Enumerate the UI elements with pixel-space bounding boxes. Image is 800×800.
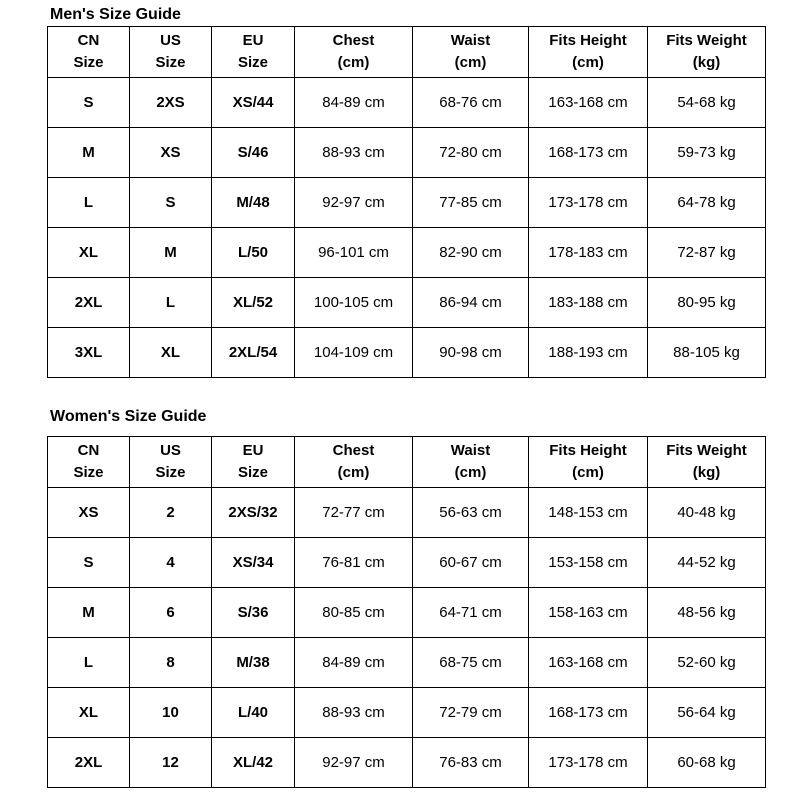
table-row (48, 738, 766, 788)
cell-eu-size: 2XL/54 (212, 328, 295, 378)
cell-cn-size: 2XL (48, 278, 130, 328)
column-header-eu-size (212, 437, 295, 488)
cell-cn-size: S (48, 78, 130, 128)
column-header-line: CN (77, 32, 100, 49)
cell-chest: 80-85 cm (295, 588, 413, 638)
column-header-line: Fits Weight (666, 32, 747, 49)
cell-cn-size: XS (48, 488, 130, 538)
column-header-us-size (130, 437, 212, 488)
cell-eu-size: XL/52 (212, 278, 295, 328)
cell-waist: 68-75 cm (413, 638, 529, 688)
cell-fits-height: 148-153 cm (529, 488, 648, 538)
cell-us-size: 6 (130, 588, 212, 638)
column-header-chest (295, 27, 413, 78)
cell-eu-size: S/46 (212, 128, 295, 178)
mens-size-guide-title: Men's Size Guide (50, 6, 181, 23)
table-row (48, 178, 766, 228)
cell-fits-height: 188-193 cm (529, 328, 648, 378)
cell-chest: 100-105 cm (295, 278, 413, 328)
column-header-line: Fits Height (549, 32, 627, 49)
cell-fits-weight: 72-87 kg (648, 228, 766, 278)
cell-waist: 90-98 cm (413, 328, 529, 378)
cell-waist: 86-94 cm (413, 278, 529, 328)
cell-fits-weight: 56-64 kg (648, 688, 766, 738)
cell-us-size: 2 (130, 488, 212, 538)
cell-eu-size: L/50 (212, 228, 295, 278)
column-header-waist (413, 27, 529, 78)
table-row (48, 278, 766, 328)
cell-chest: 104-109 cm (295, 328, 413, 378)
cell-waist: 77-85 cm (413, 178, 529, 228)
cell-fits-weight: 88-105 kg (648, 328, 766, 378)
cell-chest: 88-93 cm (295, 128, 413, 178)
column-header-line: Size (155, 464, 186, 481)
cell-us-size: 4 (130, 538, 212, 588)
cell-waist: 72-80 cm (413, 128, 529, 178)
cell-fits-height: 173-178 cm (529, 178, 648, 228)
column-header-line: (cm) (572, 464, 604, 481)
cell-fits-height: 178-183 cm (529, 228, 648, 278)
table-row (48, 228, 766, 278)
cell-waist: 76-83 cm (413, 738, 529, 788)
mens-size-table (47, 26, 766, 378)
cell-chest: 84-89 cm (295, 78, 413, 128)
column-header-cn-size (48, 437, 130, 488)
column-header-line: EU (242, 32, 264, 49)
column-header-line: EU (242, 442, 264, 459)
cell-fits-height: 153-158 cm (529, 538, 648, 588)
cell-chest: 88-93 cm (295, 688, 413, 738)
table-row (48, 538, 766, 588)
cell-cn-size: 2XL (48, 738, 130, 788)
table-row (48, 638, 766, 688)
column-header-line: Chest (332, 32, 375, 49)
column-header-chest (295, 437, 413, 488)
column-header-line: Fits Height (549, 442, 627, 459)
cell-fits-height: 163-168 cm (529, 638, 648, 688)
cell-fits-weight: 54-68 kg (648, 78, 766, 128)
cell-eu-size: M/38 (212, 638, 295, 688)
column-header-cn-size (48, 27, 130, 78)
column-header-line: Waist (450, 32, 491, 49)
table-row (48, 588, 766, 638)
column-header-line: (cm) (337, 54, 370, 71)
column-header-line: US (160, 32, 181, 49)
cell-fits-weight: 48-56 kg (648, 588, 766, 638)
column-header-line: Size (73, 464, 104, 481)
cell-waist: 72-79 cm (413, 688, 529, 738)
column-header-line: (cm) (454, 464, 487, 481)
table-header-row (48, 437, 766, 488)
cell-eu-size: 2XS/32 (212, 488, 295, 538)
cell-us-size: XS (130, 128, 212, 178)
womens-size-table (47, 436, 766, 788)
cell-fits-weight: 60-68 kg (648, 738, 766, 788)
cell-eu-size: S/36 (212, 588, 295, 638)
cell-eu-size: M/48 (212, 178, 295, 228)
cell-eu-size: XS/44 (212, 78, 295, 128)
cell-waist: 60-67 cm (413, 538, 529, 588)
cell-chest: 72-77 cm (295, 488, 413, 538)
column-header-eu-size (212, 27, 295, 78)
column-header-line: Chest (332, 442, 375, 459)
cell-fits-height: 183-188 cm (529, 278, 648, 328)
cell-us-size: L (130, 278, 212, 328)
cell-fits-weight: 52-60 kg (648, 638, 766, 688)
column-header-line: Size (155, 54, 186, 71)
column-header-line: (kg) (692, 464, 721, 481)
column-header-line: Waist (450, 442, 491, 459)
column-header-line: (cm) (572, 54, 604, 71)
womens-size-guide-title: Women's Size Guide (50, 408, 207, 425)
cell-chest: 96-101 cm (295, 228, 413, 278)
cell-fits-height: 163-168 cm (529, 78, 648, 128)
cell-fits-height: 173-178 cm (529, 738, 648, 788)
column-header-us-size (130, 27, 212, 78)
cell-fits-weight: 64-78 kg (648, 178, 766, 228)
cell-us-size: 12 (130, 738, 212, 788)
cell-cn-size: L (48, 638, 130, 688)
cell-waist: 56-63 cm (413, 488, 529, 538)
cell-fits-weight: 40-48 kg (648, 488, 766, 538)
cell-cn-size: L (48, 178, 130, 228)
cell-chest: 76-81 cm (295, 538, 413, 588)
cell-us-size: S (130, 178, 212, 228)
column-header-fits-height (529, 27, 648, 78)
cell-eu-size: XL/42 (212, 738, 295, 788)
cell-waist: 64-71 cm (413, 588, 529, 638)
cell-fits-weight: 44-52 kg (648, 538, 766, 588)
table-row (48, 78, 766, 128)
column-header-line: (kg) (692, 54, 721, 71)
column-header-fits-weight (648, 27, 766, 78)
table-row (48, 688, 766, 738)
cell-us-size: 2XS (130, 78, 212, 128)
cell-fits-weight: 80-95 kg (648, 278, 766, 328)
cell-cn-size: M (48, 128, 130, 178)
cell-chest: 92-97 cm (295, 738, 413, 788)
table-row (48, 328, 766, 378)
cell-us-size: M (130, 228, 212, 278)
column-header-line: Size (237, 464, 268, 481)
cell-cn-size: 3XL (48, 328, 130, 378)
column-header-fits-height (529, 437, 648, 488)
cell-fits-weight: 59-73 kg (648, 128, 766, 178)
cell-eu-size: XS/34 (212, 538, 295, 588)
table-header-row (48, 27, 766, 78)
column-header-fits-weight (648, 437, 766, 488)
cell-fits-height: 168-173 cm (529, 128, 648, 178)
column-header-line: Size (73, 54, 104, 71)
cell-chest: 84-89 cm (295, 638, 413, 688)
table-row (48, 488, 766, 538)
column-header-line: (cm) (454, 54, 487, 71)
cell-us-size: 8 (130, 638, 212, 688)
cell-cn-size: XL (48, 228, 130, 278)
column-header-line: (cm) (337, 464, 370, 481)
cell-cn-size: XL (48, 688, 130, 738)
cell-waist: 68-76 cm (413, 78, 529, 128)
cell-us-size: XL (130, 328, 212, 378)
column-header-waist (413, 437, 529, 488)
cell-us-size: 10 (130, 688, 212, 738)
table-row (48, 128, 766, 178)
cell-cn-size: M (48, 588, 130, 638)
cell-fits-height: 168-173 cm (529, 688, 648, 738)
column-header-line: CN (77, 442, 100, 459)
cell-eu-size: L/40 (212, 688, 295, 738)
column-header-line: Size (237, 54, 268, 71)
cell-waist: 82-90 cm (413, 228, 529, 278)
cell-chest: 92-97 cm (295, 178, 413, 228)
cell-cn-size: S (48, 538, 130, 588)
column-header-line: Fits Weight (666, 442, 747, 459)
column-header-line: US (160, 442, 181, 459)
cell-fits-height: 158-163 cm (529, 588, 648, 638)
